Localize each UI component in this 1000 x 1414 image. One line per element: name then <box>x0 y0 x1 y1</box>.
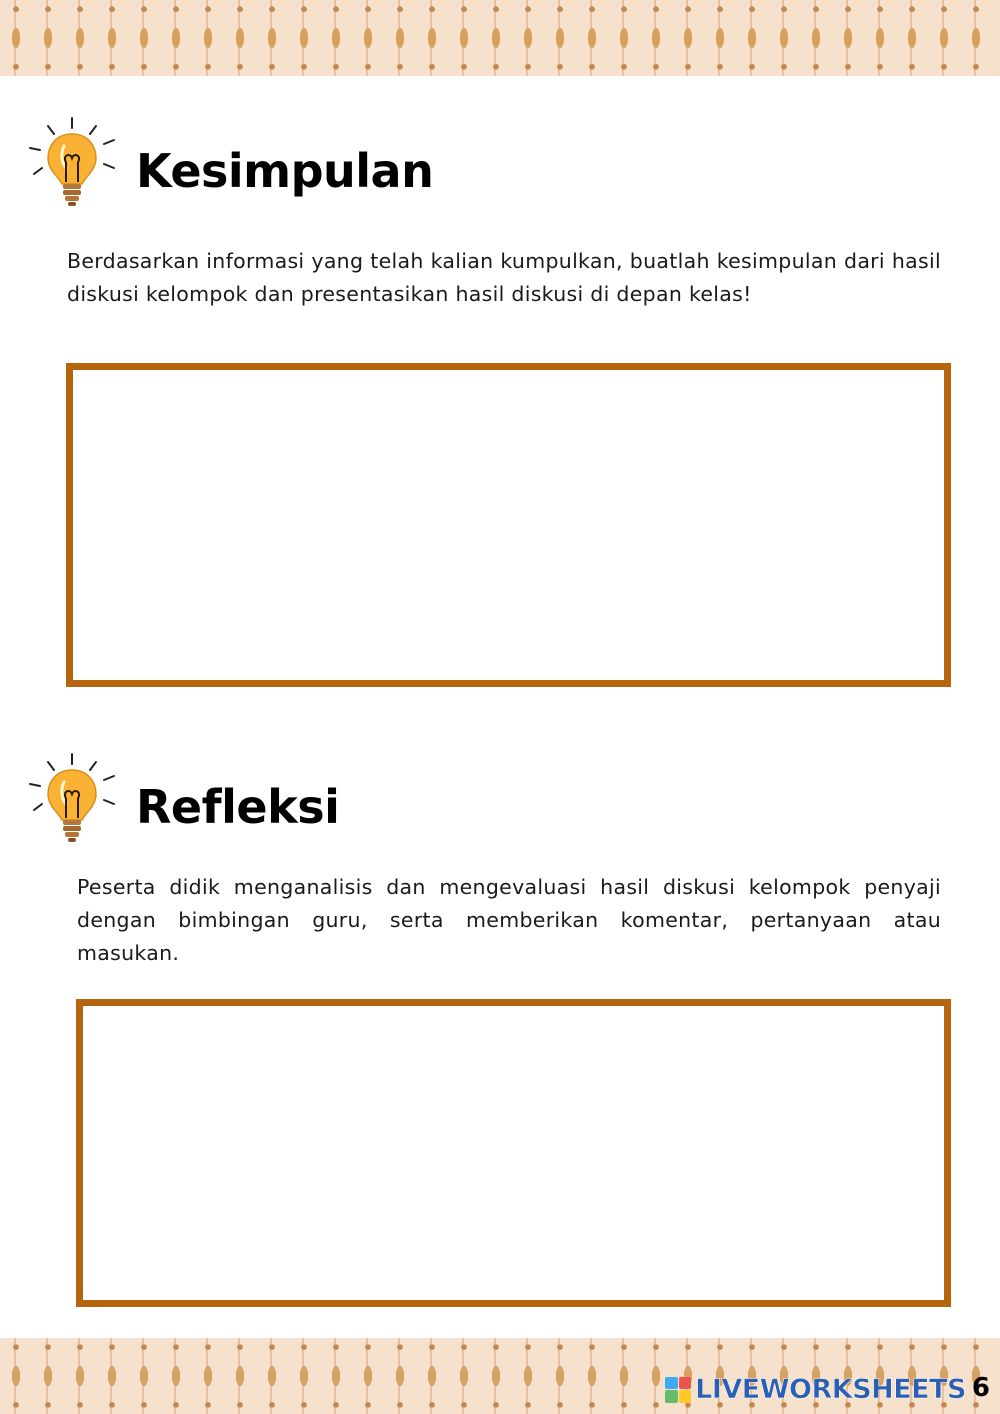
lightbulb-icon <box>26 114 122 214</box>
instruction-kesimpulan: Berdasarkan informasi yang telah kalian kumpulkan, buatlah kesimpulan dari hasil diskusi kelompok dan presentasikan hasil diskusi di depan kelas! <box>67 249 941 306</box>
answer-box-refleksi[interactable] <box>76 999 951 1307</box>
instruction-refleksi: Peserta didik menganalisis dan mengevaluasi hasil diskusi kelompok penyaji dengan bimbingan guru, serta memberikan komentar, pertanyaan atau masukan. <box>77 875 941 965</box>
section-title-refleksi: Refleksi <box>136 780 340 834</box>
page-number: 6 <box>971 1373 990 1403</box>
top-decorative-border <box>0 0 1000 76</box>
section-title-kesimpulan: Kesimpulan <box>136 144 434 198</box>
lightbulb-icon <box>26 750 122 850</box>
brand-name: LIVEWORKSHEETS <box>695 1374 966 1405</box>
liveworksheets-logo-icon <box>665 1377 691 1403</box>
liveworksheets-brand[interactable] <box>665 1374 966 1405</box>
answer-box-kesimpulan[interactable] <box>66 363 951 687</box>
